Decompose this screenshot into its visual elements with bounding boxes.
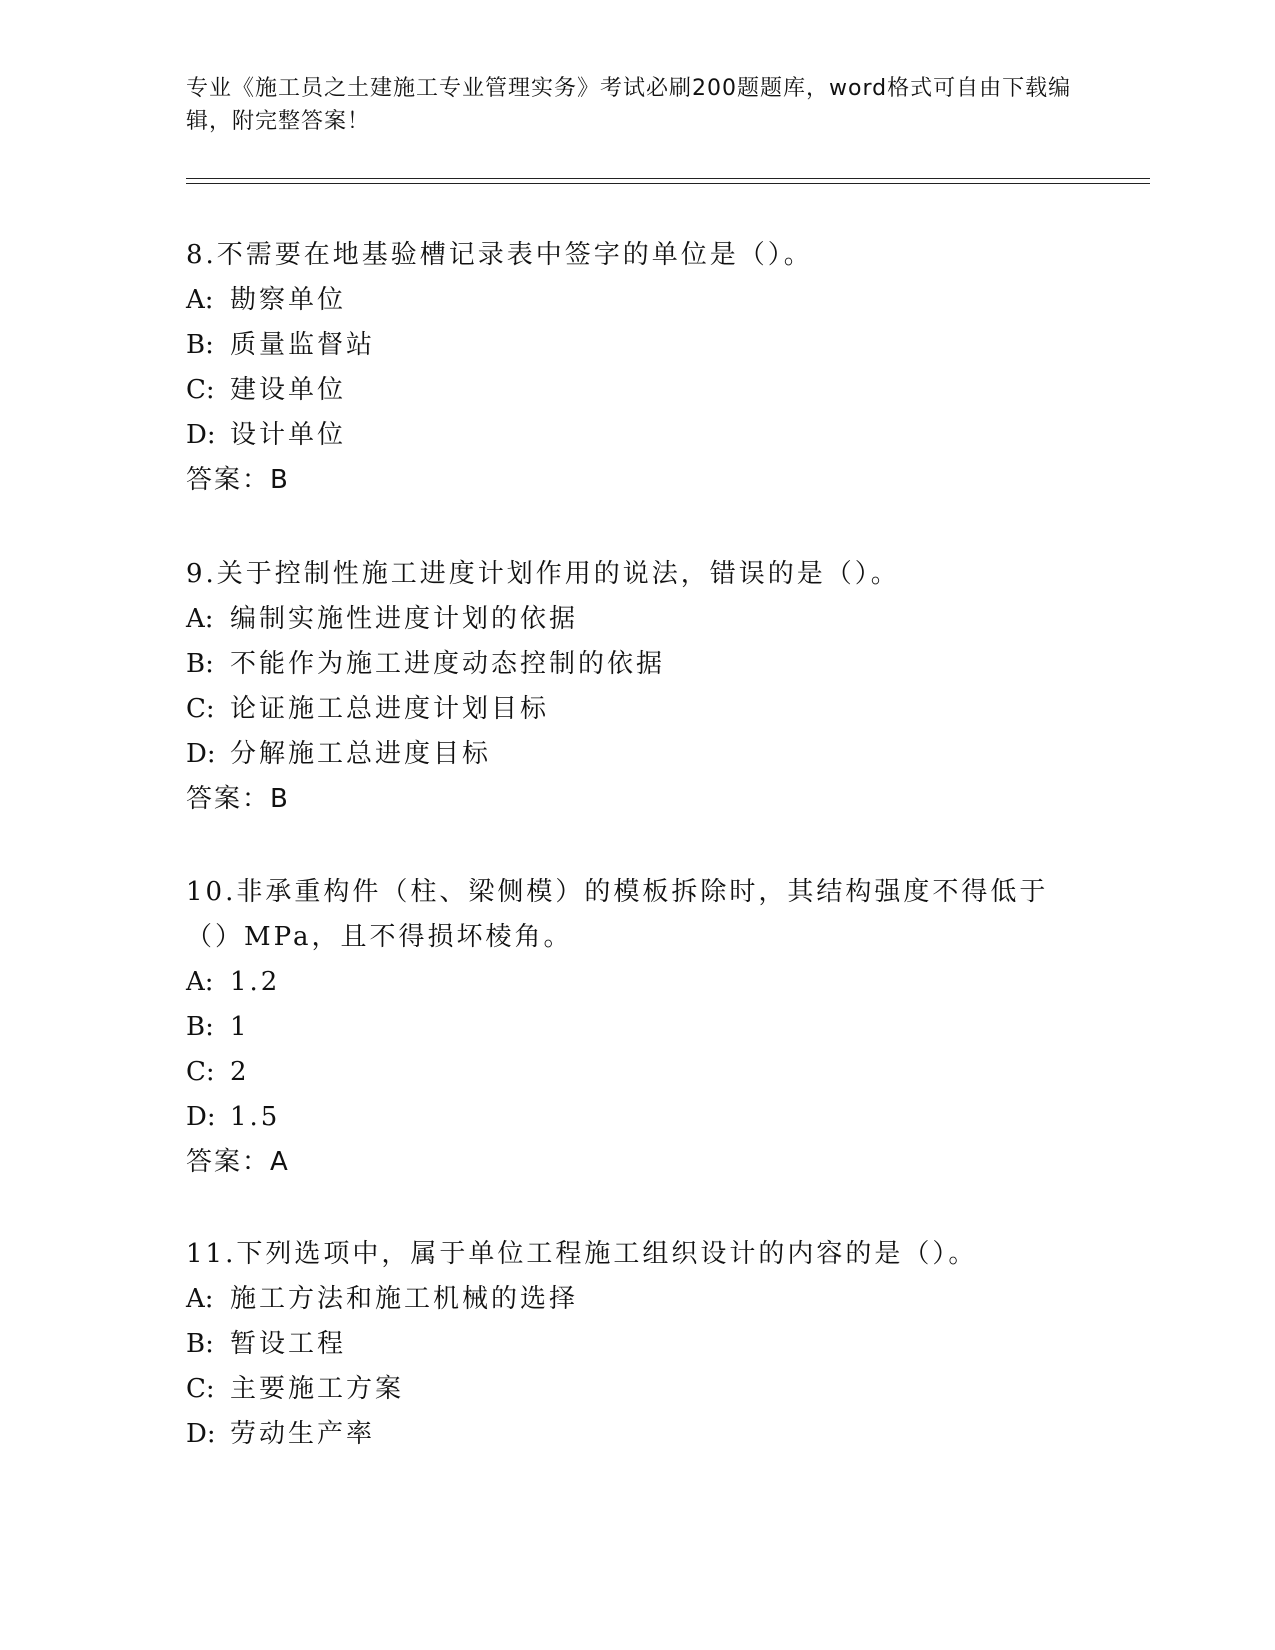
option-text: 编制实施性进度计划的依据 [230, 604, 579, 634]
option-c [186, 1367, 1086, 1412]
option-text: 劳动生产率 [230, 1419, 376, 1449]
document-header: 专业《施工员之土建施工专业管理实务》考试必刷200题题库，word格式可自由下载编辑，附完整答案！ [186, 76, 1072, 134]
option-d [186, 732, 1086, 777]
option-key: B: [186, 330, 214, 360]
option-text: 主要施工方案 [230, 1374, 405, 1404]
option-key: A: [186, 604, 214, 634]
option-key: A: [186, 1284, 214, 1314]
option-text: 暂设工程 [230, 1329, 347, 1359]
option-key: D: [186, 739, 216, 769]
answer: 答案：B [186, 784, 290, 814]
question-stem: 8.不需要在地基验槽记录表中签字的单位是（）。 [186, 240, 813, 270]
option-key: C: [186, 1374, 215, 1404]
option-text: 质量监督站 [230, 330, 376, 360]
option-text: 1.2 [230, 967, 281, 997]
option-key: A: [186, 285, 214, 315]
answer: 答案：A [186, 1147, 290, 1177]
question-stem: 9.关于控制性施工进度计划作用的说法，错误的是（）。 [186, 559, 900, 589]
option-text: 设计单位 [230, 420, 347, 450]
option-text: 施工方法和施工机械的选择 [230, 1284, 579, 1314]
question-stem: 11.下列选项中，属于单位工程施工组织设计的内容的是（）。 [186, 1239, 978, 1269]
question-10 [186, 870, 1086, 1185]
option-key: D: [186, 420, 216, 450]
option-d [186, 413, 1086, 458]
question-9 [186, 552, 1086, 822]
option-key: D: [186, 1102, 216, 1132]
answer: 答案：B [186, 465, 290, 495]
option-c [186, 368, 1086, 413]
option-text: 1.5 [230, 1102, 281, 1132]
option-text: 建设单位 [230, 375, 347, 405]
option-c [186, 687, 1086, 732]
option-d [186, 1412, 1086, 1457]
option-key: C: [186, 1057, 215, 1087]
option-text: 不能作为施工进度动态控制的依据 [230, 649, 666, 679]
option-key: C: [186, 694, 215, 724]
question-11 [186, 1232, 1086, 1457]
header-divider-bottom [186, 183, 1150, 184]
option-a [186, 1277, 1086, 1322]
question-stem: 10.非承重构件（柱、梁侧模）的模板拆除时，其结构强度不得低于（）MPa，且不得损坏棱角。 [186, 877, 1049, 952]
option-c [186, 1050, 1086, 1095]
option-a [186, 278, 1086, 323]
option-key: B: [186, 649, 214, 679]
option-a [186, 597, 1086, 642]
option-text: 论证施工总进度计划目标 [230, 694, 550, 724]
option-d [186, 1095, 1086, 1140]
option-text: 2 [230, 1057, 250, 1087]
option-b [186, 1322, 1086, 1367]
option-key: C: [186, 375, 215, 405]
header-divider-top [186, 178, 1150, 179]
option-key: A: [186, 967, 214, 997]
option-a [186, 960, 1086, 1005]
option-text: 1 [230, 1012, 250, 1042]
option-b [186, 323, 1086, 368]
option-key: B: [186, 1329, 214, 1359]
option-b [186, 1005, 1086, 1050]
option-b [186, 642, 1086, 687]
option-key: D: [186, 1419, 216, 1449]
question-8 [186, 233, 1086, 503]
option-text: 分解施工总进度目标 [230, 739, 492, 769]
option-text: 勘察单位 [230, 285, 347, 315]
option-key: B: [186, 1012, 214, 1042]
